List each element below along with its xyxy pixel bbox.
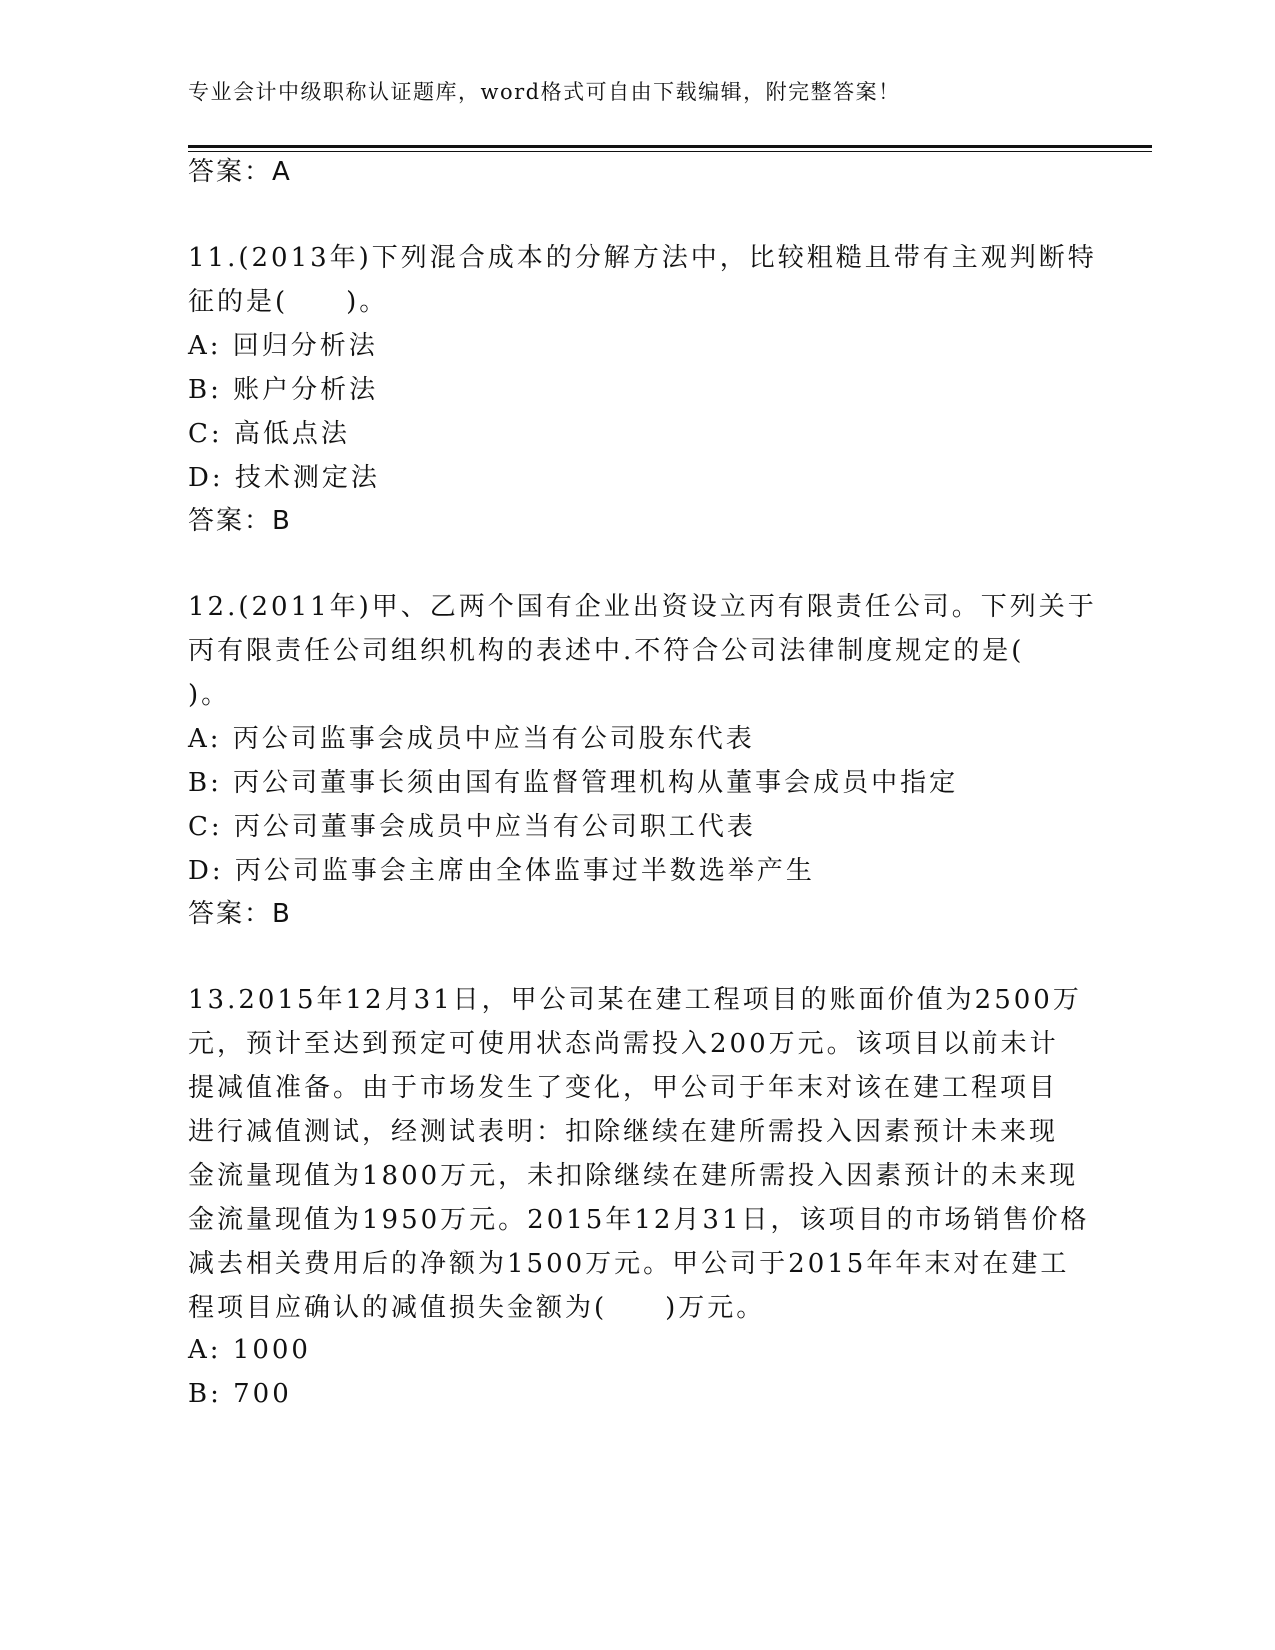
- question-12-stem-line-2: 丙有限责任公司组织机构的表述中.不符合公司法律制度规定的是(: [188, 636, 1025, 666]
- question-13-stem-line-6: 金流量现值为1950万元。2015年12月31日，该项目的市场销售价格: [188, 1205, 1090, 1235]
- question-12-option-b: B: 丙公司董事长须由国有监督管理机构从董事会成员中指定: [188, 768, 959, 798]
- question-11-option-d: D: 技术测定法: [188, 463, 380, 493]
- question-13-stem-line-7: 减去相关费用后的净额为1500万元。甲公司于2015年年末对在建工: [188, 1249, 1070, 1279]
- question-13-option-a: A: 1000: [188, 1335, 311, 1365]
- question-13-stem-line-4: 进行减值测试，经测试表明：扣除继续在建所需投入因素预计未来现: [188, 1117, 1059, 1147]
- question-13-stem-line-5: 金流量现值为1800万元，未扣除继续在建所需投入因素预计的未来现: [188, 1161, 1079, 1191]
- question-13-option-b: B: 700: [188, 1379, 292, 1409]
- question-13-stem-line-1: 13.2015年12月31日，甲公司某在建工程项目的账面价值为2500万: [188, 985, 1082, 1015]
- question-11-option-c: C: 高低点法: [188, 419, 350, 449]
- question-11-stem-line-1: 11.(2013年)下列混合成本的分解方法中，比较粗糙且带有主观判断特: [188, 243, 1097, 273]
- question-12-option-c: C: 丙公司董事会成员中应当有公司职工代表: [188, 812, 756, 842]
- page-header-text: 专业会计中级职称认证题库，word格式可自由下载编辑，附完整答案！: [188, 80, 901, 104]
- question-12-option-d: D: 丙公司监事会主席由全体监事过半数选举产生: [188, 856, 815, 886]
- question-13-stem-line-8: 程项目应确认的减值损失金额为( )万元。: [188, 1293, 766, 1323]
- question-12-option-a: A: 丙公司监事会成员中应当有公司股东代表: [188, 724, 755, 754]
- answer-previous-question: 答案：A: [188, 157, 292, 187]
- header-divider-thick: [188, 145, 1152, 148]
- question-12-stem-line-3: )。: [188, 680, 231, 710]
- question-11-answer: 答案：B: [188, 506, 292, 536]
- question-11-option-a: A: 回归分析法: [188, 331, 378, 361]
- question-11-option-b: B: 账户分析法: [188, 375, 379, 405]
- question-13-stem-line-2: 元，预计至达到预定可使用状态尚需投入200万元。该项目以前未计: [188, 1029, 1059, 1059]
- question-13-stem-line-3: 提减值准备。由于市场发生了变化，甲公司于年末对该在建工程项目: [188, 1073, 1059, 1103]
- question-11-stem-line-2: 征的是( )。: [188, 287, 389, 317]
- question-12-stem-line-1: 12.(2011年)甲、乙两个国有企业出资设立丙有限责任公司。下列关于: [188, 592, 1097, 622]
- question-12-answer: 答案：B: [188, 899, 292, 929]
- header-divider-thin: [188, 151, 1152, 152]
